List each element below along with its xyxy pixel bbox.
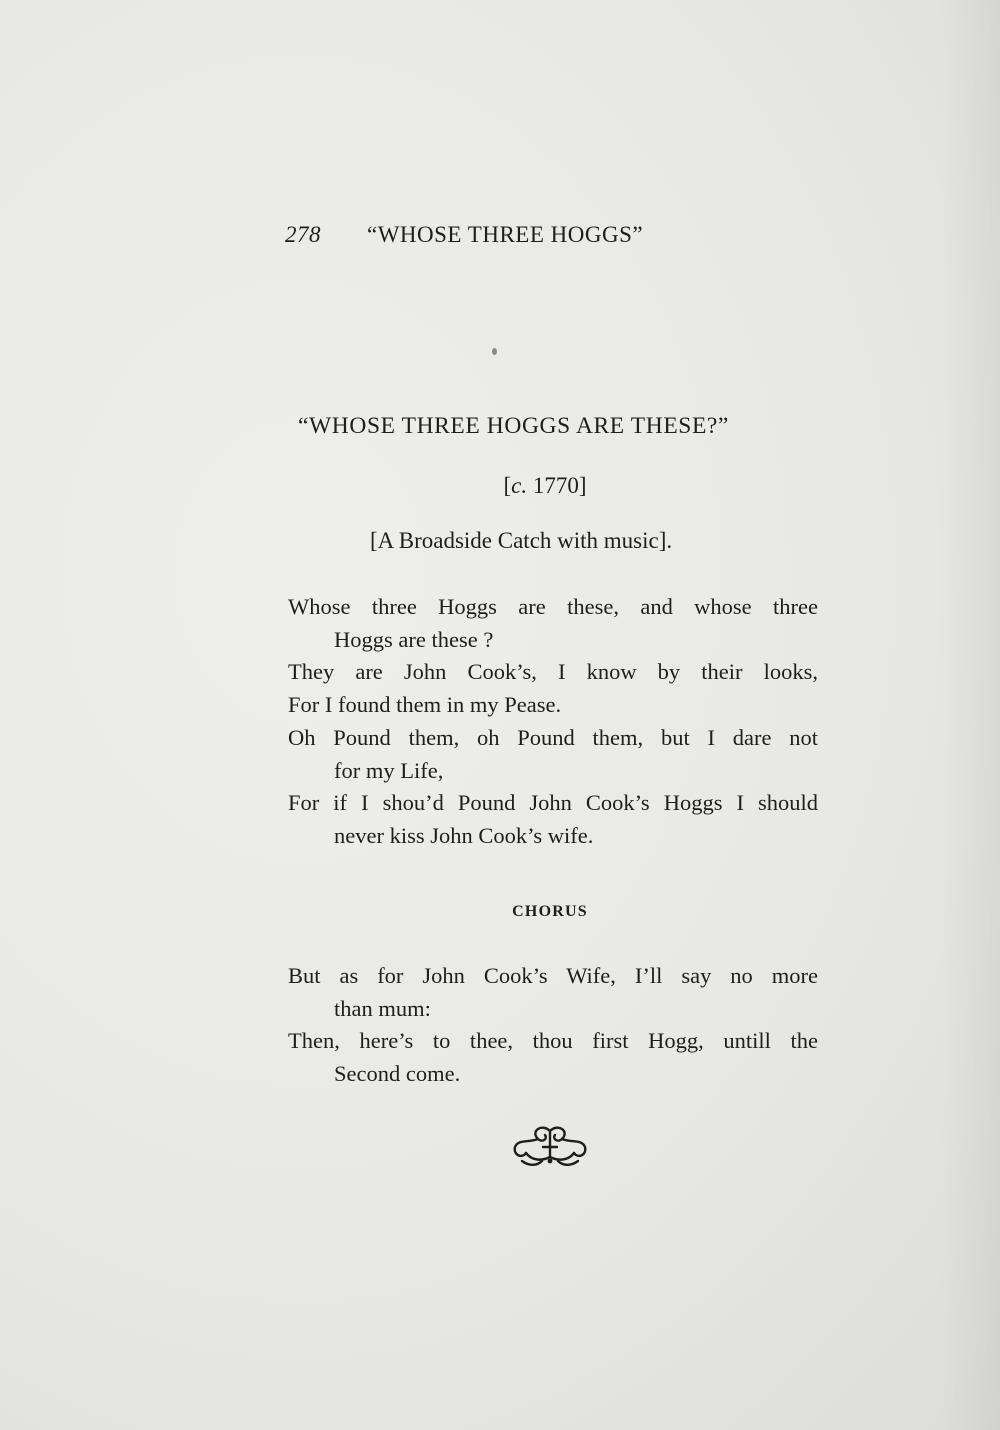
verse-line: For I found them in my Pease. bbox=[288, 692, 562, 718]
chorus-line: than mum: bbox=[334, 995, 431, 1021]
verse-line: They are John Cook’s, I know by their looks, bbox=[288, 659, 818, 685]
date-year: 1770 bbox=[532, 473, 579, 498]
chorus-line: But as for John Cook’s Wife, I’ll say no more bbox=[288, 963, 818, 988]
poem-title: “WHOSE THREE HOGGS ARE THESE?” bbox=[298, 413, 729, 439]
poem-date: [c. 1770] bbox=[503, 473, 587, 498]
page-number: 278 bbox=[285, 222, 321, 247]
chorus-heading: CHORUS bbox=[512, 903, 588, 920]
chorus-line: Then, here’s to thee, thou first Hogg, untill the bbox=[288, 1028, 818, 1054]
page-edge-shadow bbox=[940, 0, 1000, 1430]
verse-line: Whose three Hoggs are these, and whose three bbox=[288, 594, 818, 619]
verse-line: never kiss John Cook’s wife. bbox=[334, 822, 594, 848]
date-circa: c. bbox=[511, 473, 528, 498]
print-speck bbox=[492, 348, 497, 355]
fleuron-ornament-icon bbox=[512, 1125, 588, 1169]
verse-line: for my Life, bbox=[334, 757, 444, 783]
verse-stanza bbox=[288, 591, 818, 853]
verse-line: Oh Pound them, oh Pound them, but I dare not bbox=[288, 724, 818, 750]
running-head-title: “WHOSE THREE HOGGS” bbox=[367, 222, 644, 247]
chorus-stanza bbox=[288, 960, 818, 1091]
chorus-line: Second come. bbox=[334, 1061, 461, 1087]
verse-line: Hoggs are these ? bbox=[334, 626, 494, 652]
poem-subtitle: [A Broadside Catch with music]. bbox=[370, 528, 673, 553]
verse-line: For if I shou’d Pound John Cook’s Hoggs I should bbox=[288, 790, 818, 816]
running-head bbox=[285, 222, 643, 248]
